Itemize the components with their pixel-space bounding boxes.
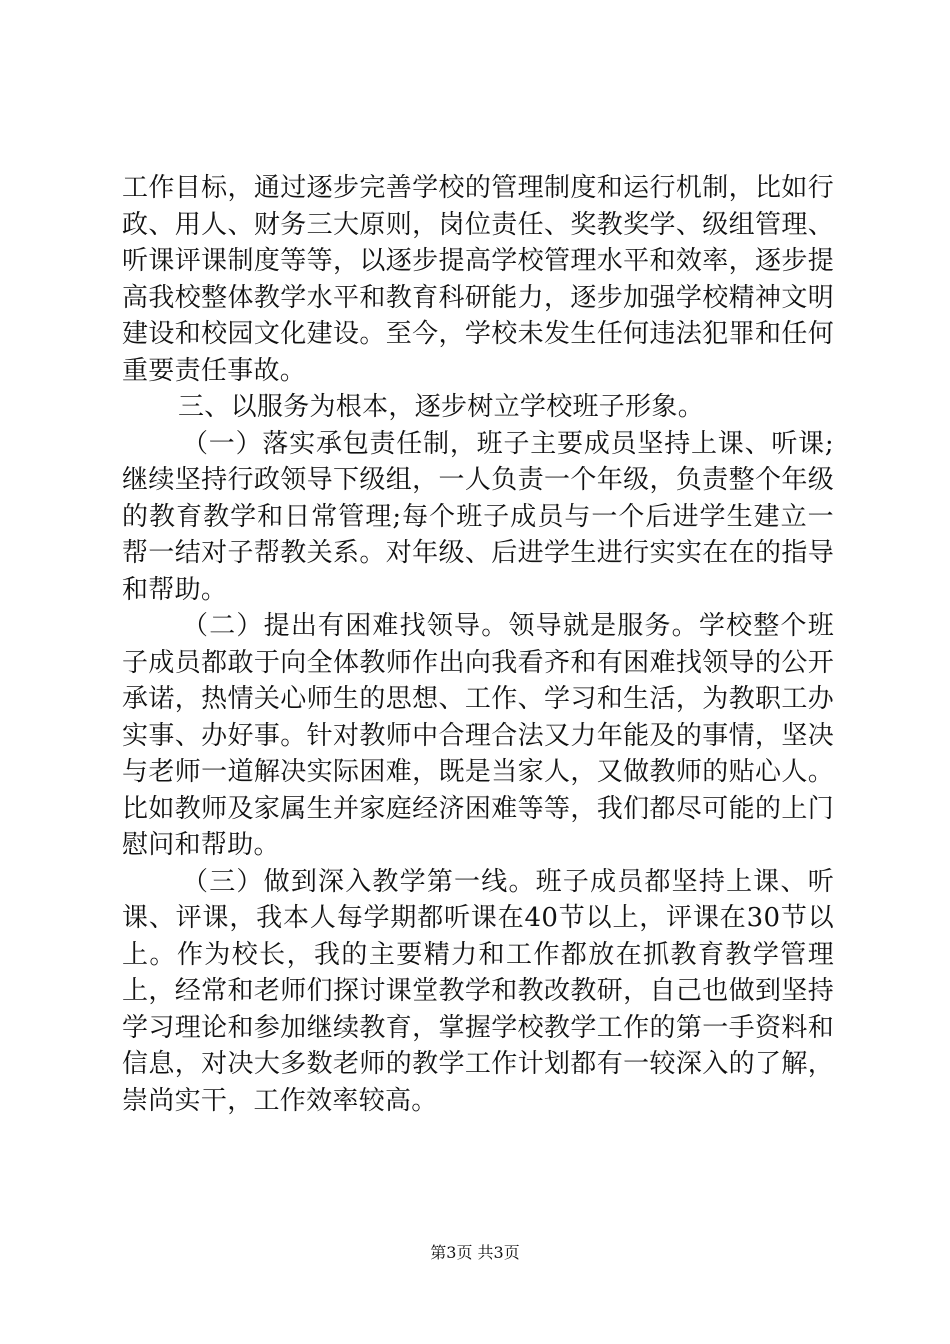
document-body (122, 170, 834, 1119)
section-heading: 三、以服务为根本，逐步树立学校班子形象。 (178, 392, 705, 422)
paragraph-item-1: （一）落实承包责任制，班子主要成员坚持上课、听课;继续坚持行政领导下级组，一人负责一个年级，负责整个年级的教育教学和日常管理;每个班子成员与一个后进学生建立一帮一结对子帮教关系。对年级、后进学生进行实实在在的指导和帮助。 (122, 428, 834, 605)
paragraph-item-3: （三）做到深入教学第一线。班子成员都坚持上课、听课、评课，我本人每学期都听课在40节以上，评课在30节以上。作为校长，我的主要精力和工作都放在抓教育教学管理上，经常和老师们探讨课堂教学和教改教研，自己也做到坚持学习理论和参加继续教育，掌握学校教学工作的第一手资料和信息，对决大多数老师的教学工作计划都有一较深入的了解，崇尚实干，工作效率较高。 (122, 866, 834, 1116)
paragraph-item-2: （二）提出有困难找领导。领导就是服务。学校整个班子成员都敢于向全体教师作出向我看齐和有困难找领导的公开承诺，热情关心师生的思想、工作、学习和生活，为教职工办实事、办好事。针对教师中合理合法又力年能及的事情，坚决与老师一道解决实际困难，既是当家人，又做教师的贴心人。比如教师及家属生并家庭经济困难等等，我们都尽可能的上门慰问和帮助。 (122, 611, 834, 860)
paragraph-continuation: 工作目标，通过逐步完善学校的管理制度和运行机制，比如行政、用人、财务三大原则，岗位责任、奖教奖学、级组管理、听课评课制度等等，以逐步提高学校管理水平和效率，逐步提高我校整体教学水平和教育科研能力，逐步加强学校精神文明建设和校园文化建设。至今，学校未发生任何违法犯罪和任何重要责任事故。 (122, 173, 834, 386)
page-footer: 第3页 共3页 (430, 1243, 520, 1262)
